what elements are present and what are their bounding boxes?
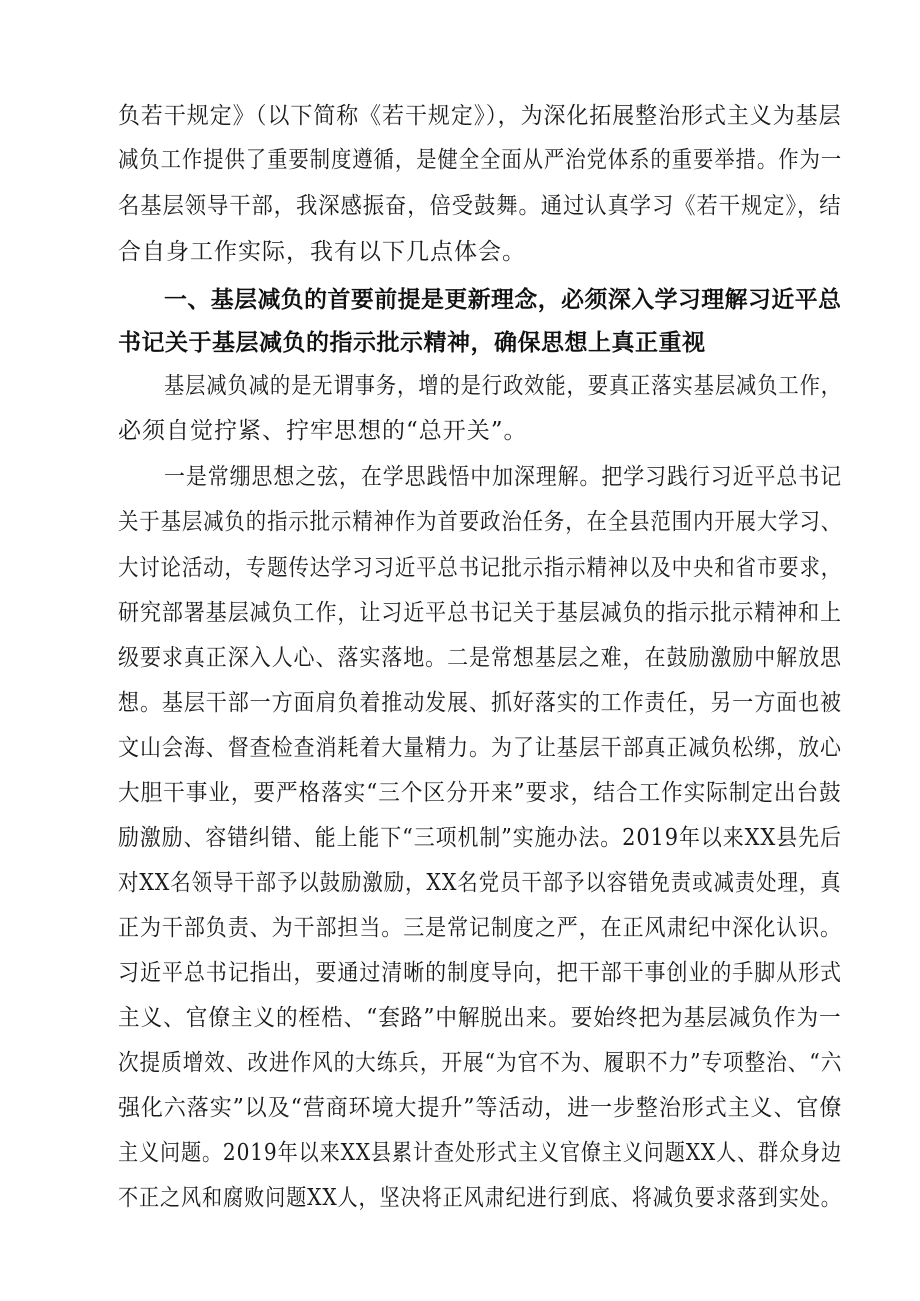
paragraph-line: 励激励、容错纠错、能上能下“三项机制”实施办法。2019年以来XX县先后	[118, 825, 842, 851]
paragraph-line: 研究部署基层减负工作，让习近平总书记关于基层减负的指示批示精神和上	[118, 600, 842, 626]
paragraph-line: 关于基层减负的指示批示精神作为首要政治任务，在全县范围内开展大学习、	[118, 509, 843, 535]
section-heading-line: 一、基层减负的首要前提是更新理念，必须深入学习理解习近平总	[164, 287, 842, 313]
paragraph-line: 大讨论活动，专题传达学习习近平总书记批示指示精神以及中央和省市要求，	[118, 555, 843, 581]
paragraph-line: 习近平总书记指出，要通过清晰的制度导向，把干部干事创业的手脚从形式	[118, 960, 842, 986]
paragraph-line: 正为干部负责、为干部担当。三是常记制度之严，在正风肃纪中深化认识。	[118, 915, 842, 941]
section-heading-line: 书记关于基层减负的指示批示精神，确保思想上真正重视	[118, 330, 706, 356]
paragraph-line: 级要求真正深入人心、落实落地。二是常想基层之难，在鼓励激励中解放思	[118, 645, 842, 671]
paragraph-line: 必须自觉拧紧、拧牢思想的“总开关”。	[118, 418, 528, 444]
paragraph-line: 大胆干事业，要严格落实“三个区分开来”要求，结合工作实际制定出台鼓	[118, 780, 842, 806]
intro-line: 合自身工作实际，我有以下几点体会。	[118, 239, 526, 265]
paragraph-line: 强化六落实”以及“营商环境大提升”等活动，进一步整治形式主义、官僚	[118, 1095, 843, 1121]
paragraph-line: 文山会海、督查检查消耗着大量精力。为了让基层干部真正减负松绑，放心	[118, 735, 842, 761]
paragraph-line: 想。基层干部一方面肩负着推动发展、抓好落实的工作责任，另一方面也被	[118, 690, 842, 716]
intro-line: 负若干规定》（以下简称《若干规定》），为深化拓展整治形式主义为基层	[118, 103, 842, 129]
paragraph-line: 对XX名领导干部予以鼓励激励，XX名党员干部予以容错免责或减责处理，真	[118, 870, 842, 896]
paragraph-line: 不正之风和腐败问题XX人，坚决将正风肃纪进行到底、将减负要求落到实处。	[118, 1185, 842, 1211]
paragraph-line: 次提质增效、改进作风的大练兵，开展“为官不为、履职不力”专项整治、“六	[118, 1050, 843, 1076]
intro-line: 减负工作提供了重要制度遵循，是健全全面从严治党体系的重要举措。作为一	[118, 147, 843, 173]
paragraph-line: 基层减负减的是无谓事务，增的是行政效能，要真正落实基层减负工作，	[164, 373, 842, 399]
paragraph-line: 主义问题。2019年以来XX县累计查处形式主义官僚主义问题XX人、群众身边	[118, 1140, 843, 1166]
intro-line: 名基层领导干部，我深感振奋，倍受鼓舞。通过认真学习《若干规定》，结	[118, 193, 842, 219]
paragraph-line: 主义、官僚主义的桎梏、“套路”中解脱出来。要始终把为基层减负作为一	[118, 1005, 842, 1031]
paragraph-line: 一是常绷思想之弦，在学思践悟中加深理解。把学习践行习近平总书记	[164, 464, 843, 490]
